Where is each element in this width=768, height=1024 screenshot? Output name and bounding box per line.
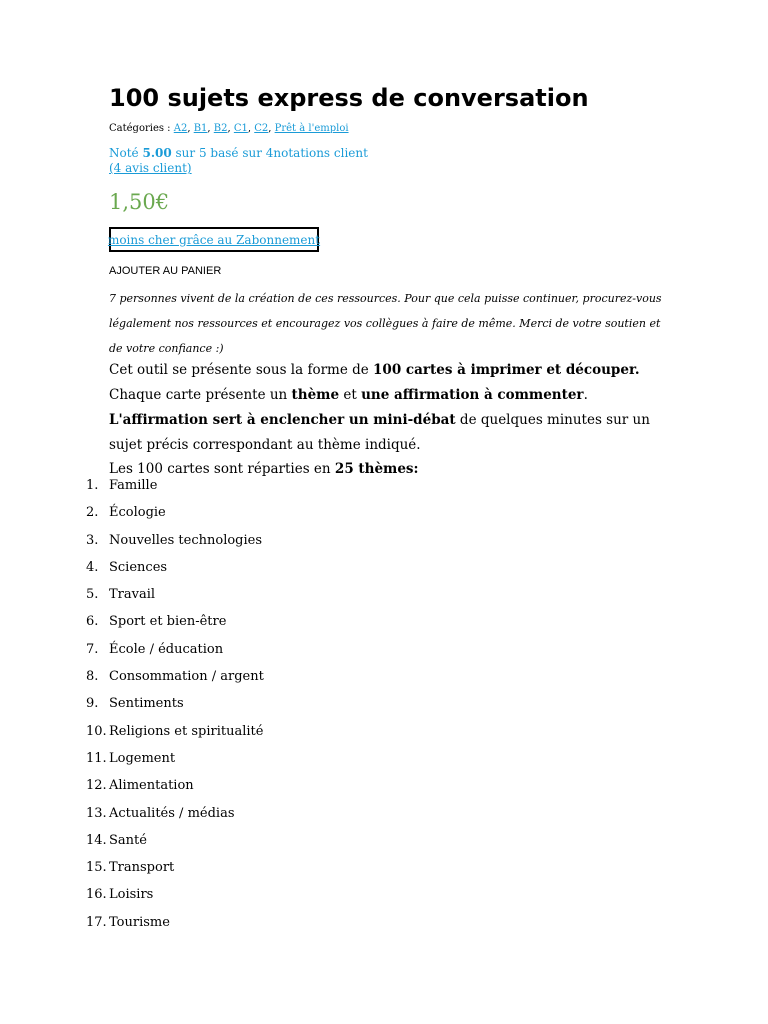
rating-line: [109, 146, 368, 161]
theme-item: [86, 502, 264, 529]
theme-item: [86, 557, 264, 584]
theme-label: Sentiments: [109, 696, 184, 712]
theme-number: 11.: [86, 750, 107, 766]
category-link-b1[interactable]: B1: [193, 123, 208, 134]
themes-count: 25 thèmes:: [334, 461, 419, 477]
theme-item: [86, 639, 264, 666]
theme-number: 9.: [86, 696, 99, 712]
theme-item: [86, 803, 264, 830]
category-link-c2[interactable]: C2: [254, 123, 269, 134]
theme-label: Famille: [109, 478, 158, 493]
theme-number: 13.: [86, 805, 107, 821]
categories-line: Catégories : A2, B1, B2, C1, C2, Prêt à l'emploi: [109, 123, 349, 134]
theme-number: 12.: [86, 778, 107, 794]
theme-number: 15.: [86, 860, 107, 876]
theme-label: Logement: [109, 750, 176, 766]
desc-bold-4: L'affirmation sert à enclencher un mini-débat: [109, 412, 456, 428]
categories-label: Catégories :: [109, 123, 171, 134]
theme-label: Religions et spiritualité: [109, 723, 264, 739]
theme-item: [86, 611, 264, 638]
theme-item: [86, 666, 264, 693]
theme-number: 5.: [86, 587, 99, 603]
theme-label: Consommation / argent: [109, 669, 264, 685]
theme-item: [86, 857, 264, 884]
desc-bold-3: une affirmation à commenter: [361, 387, 584, 403]
page-title: 100 sujets express de conversation: [109, 84, 589, 112]
product-description: [109, 358, 669, 458]
category-link-ready[interactable]: Prêt à l'emploi: [274, 123, 349, 134]
theme-number: 7.: [86, 641, 99, 657]
theme-item: [86, 693, 264, 720]
themes-intro-text: Les 100 cartes sont réparties en: [109, 461, 335, 477]
theme-number: 8.: [86, 669, 99, 685]
rating-score: 5.00: [142, 146, 172, 160]
theme-number: 10.: [86, 723, 107, 739]
category-link-b2[interactable]: B2: [213, 123, 228, 134]
theme-item: [86, 912, 264, 939]
rating-block: [109, 146, 368, 176]
theme-number: 6.: [86, 614, 99, 630]
theme-number: 1.: [86, 478, 99, 493]
theme-item: [86, 530, 264, 557]
theme-number: 14.: [86, 832, 107, 848]
theme-item: [86, 584, 264, 611]
theme-label: Travail: [109, 587, 156, 603]
theme-number: 2.: [86, 505, 99, 521]
theme-label: Tourisme: [109, 914, 170, 930]
desc-bold-2: thème: [291, 387, 340, 403]
theme-item: [86, 721, 264, 748]
desc-bold-1: 100 cartes à imprimer et découper.: [373, 362, 640, 378]
desc-text-2: Chaque carte présente un: [109, 387, 292, 403]
theme-label: Sport et bien-être: [109, 614, 227, 630]
theme-label: Écologie: [109, 505, 166, 521]
subscription-link[interactable]: moins cher grâce au Zabonnement: [107, 232, 321, 247]
add-to-cart-button[interactable]: AJOUTER AU PANIER: [109, 265, 222, 277]
theme-number: 3.: [86, 532, 99, 548]
theme-label: Alimentation: [109, 778, 194, 794]
theme-label: Sciences: [109, 559, 168, 575]
theme-number: 17.: [86, 914, 107, 930]
subscription-box: [109, 227, 319, 252]
themes-list: [86, 475, 264, 939]
desc-text-3: et: [339, 387, 362, 403]
rating-pre: Noté: [109, 146, 143, 160]
price: 1,50€: [109, 190, 170, 214]
theme-item: [86, 748, 264, 775]
theme-label: Loisirs: [109, 887, 154, 903]
theme-item: [86, 775, 264, 802]
theme-number: 4.: [86, 559, 99, 575]
desc-text-4: .: [583, 387, 588, 403]
theme-item: [86, 884, 264, 911]
reviews-link[interactable]: (4 avis client): [109, 161, 192, 175]
theme-number: 16.: [86, 887, 107, 903]
theme-item: [86, 475, 264, 502]
category-link-a2[interactable]: A2: [173, 123, 188, 134]
theme-label: Actualités / médias: [109, 805, 235, 821]
rating-post: sur 5 basé sur 4notations client: [171, 146, 368, 160]
category-link-c1[interactable]: C1: [233, 123, 248, 134]
theme-item: [86, 830, 264, 857]
desc-text-1: Cet outil se présente sous la forme de: [109, 362, 374, 378]
theme-label: Transport: [109, 860, 175, 876]
theme-label: Santé: [109, 832, 147, 848]
theme-label: Nouvelles technologies: [109, 532, 263, 548]
theme-label: École / éducation: [109, 641, 224, 657]
desc-text-5: de quelques minutes sur un sujet précis correspondant au thème indiqué.: [109, 412, 650, 453]
support-message: 7 personnes vivent de la création de ces ressources. Pour que cela puisse continuer, procurez-vous légalement nos ressources et encouragez vos collègues à faire de même. Merci de votre soutien et de votre confiance :): [109, 292, 662, 355]
